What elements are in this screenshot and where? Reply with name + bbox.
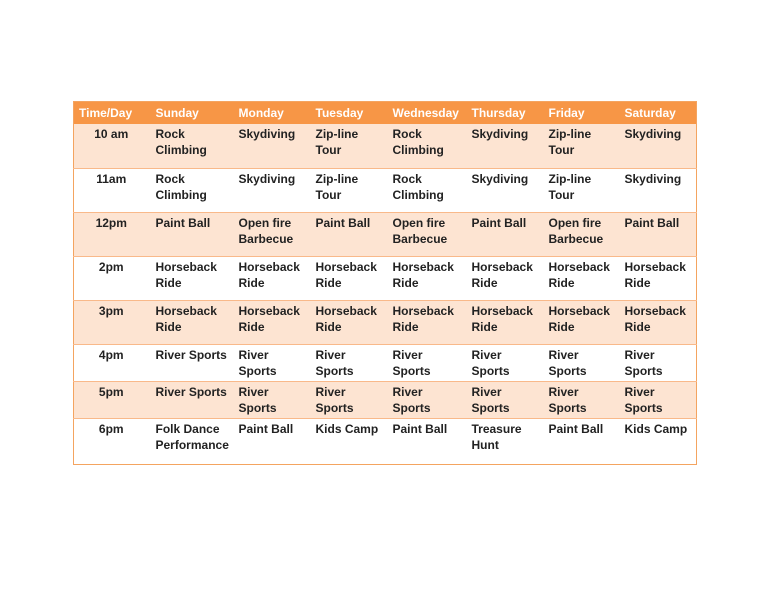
activity-cell: Horseback Ride [151, 256, 234, 300]
table-row [74, 381, 697, 418]
activity-cell: River Sports [311, 344, 388, 381]
table-row [74, 212, 697, 256]
activity-cell: Horseback Ride [544, 256, 620, 300]
activity-cell: River Sports [544, 381, 620, 418]
header-tuesday: Tuesday [311, 102, 388, 125]
activity-cell: Treasure Hunt [467, 418, 544, 464]
table-row [74, 168, 697, 212]
activity-cell: Kids Camp [311, 418, 388, 464]
header-thursday: Thursday [467, 102, 544, 125]
activity-cell: River Sports [544, 344, 620, 381]
activity-cell: Horseback Ride [311, 256, 388, 300]
activity-cell: Horseback Ride [544, 300, 620, 344]
activity-cell: River Sports [388, 381, 467, 418]
activity-cell: Skydiving [620, 124, 697, 168]
activity-cell: Rock Climbing [388, 124, 467, 168]
activity-cell: River Sports [467, 381, 544, 418]
activity-cell: Skydiving [620, 168, 697, 212]
activity-cell: River Sports [151, 381, 234, 418]
header-wednesday: Wednesday [388, 102, 467, 125]
header-friday: Friday [544, 102, 620, 125]
activity-cell: Zip-line Tour [544, 124, 620, 168]
activity-cell: River Sports [234, 381, 311, 418]
table-row [74, 344, 697, 381]
activity-cell: Horseback Ride [467, 300, 544, 344]
activity-cell: Horseback Ride [467, 256, 544, 300]
header-time-day: Time/Day [74, 102, 151, 125]
activity-cell: Paint Ball [620, 212, 697, 256]
table-row [74, 300, 697, 344]
activity-cell: River Sports [234, 344, 311, 381]
activity-cell: Rock Climbing [151, 124, 234, 168]
activity-cell: Rock Climbing [388, 168, 467, 212]
activity-cell: Open fire Barbecue [544, 212, 620, 256]
activity-cell: River Sports [311, 381, 388, 418]
time-cell: 12pm [74, 212, 151, 256]
activity-cell: Horseback Ride [388, 300, 467, 344]
activity-cell: Zip-line Tour [311, 124, 388, 168]
time-cell: 10 am [74, 124, 151, 168]
activity-cell: Paint Ball [467, 212, 544, 256]
table-row [74, 256, 697, 300]
activity-cell: Kids Camp [620, 418, 697, 464]
header-sunday: Sunday [151, 102, 234, 125]
time-cell: 5pm [74, 381, 151, 418]
time-cell: 11am [74, 168, 151, 212]
header-row [74, 102, 697, 125]
activity-cell: Zip-line Tour [544, 168, 620, 212]
activity-cell: Paint Ball [151, 212, 234, 256]
activity-cell: River Sports [620, 381, 697, 418]
time-cell: 4pm [74, 344, 151, 381]
time-cell: 6pm [74, 418, 151, 464]
activity-cell: Horseback Ride [311, 300, 388, 344]
activity-cell: Horseback Ride [620, 256, 697, 300]
header-saturday: Saturday [620, 102, 697, 125]
activity-cell: Paint Ball [311, 212, 388, 256]
activity-cell: Paint Ball [234, 418, 311, 464]
activity-cell: Folk Dance Performance [151, 418, 234, 464]
table-row [74, 124, 697, 168]
activity-cell: River Sports [151, 344, 234, 381]
activity-cell: River Sports [620, 344, 697, 381]
header-monday: Monday [234, 102, 311, 125]
activity-cell: Skydiving [234, 168, 311, 212]
activity-cell: Skydiving [467, 124, 544, 168]
activity-cell: Skydiving [234, 124, 311, 168]
activity-cell: Horseback Ride [151, 300, 234, 344]
activity-cell: Horseback Ride [620, 300, 697, 344]
time-cell: 3pm [74, 300, 151, 344]
time-cell: 2pm [74, 256, 151, 300]
activity-cell: River Sports [467, 344, 544, 381]
activity-cell: Rock Climbing [151, 168, 234, 212]
activity-cell: Horseback Ride [234, 300, 311, 344]
table-row [74, 418, 697, 464]
activity-cell: Paint Ball [388, 418, 467, 464]
activity-cell: Skydiving [467, 168, 544, 212]
activity-cell: Horseback Ride [388, 256, 467, 300]
activity-cell: Paint Ball [544, 418, 620, 464]
activity-cell: Zip-line Tour [311, 168, 388, 212]
activity-cell: Horseback Ride [234, 256, 311, 300]
activity-cell: Open fire Barbecue [234, 212, 311, 256]
activity-cell: Open fire Barbecue [388, 212, 467, 256]
activity-schedule-table [73, 101, 697, 465]
activity-cell: River Sports [388, 344, 467, 381]
